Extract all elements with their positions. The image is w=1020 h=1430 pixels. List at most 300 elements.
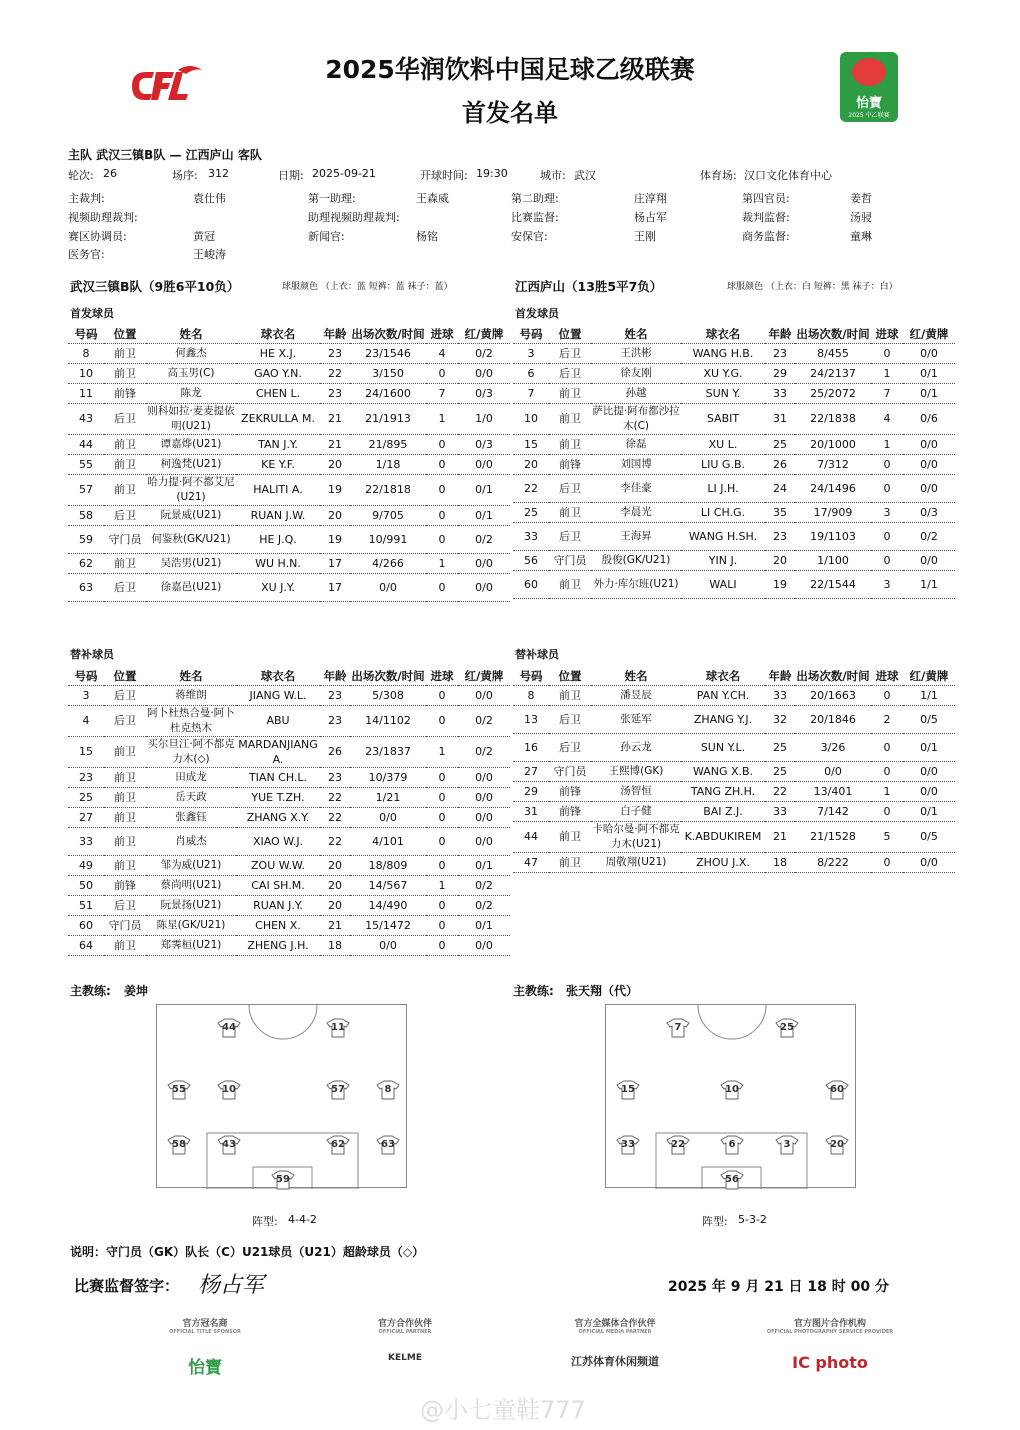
player-age: 33	[765, 685, 795, 705]
pitch-player-number: 7	[674, 1022, 682, 1033]
column-header: 球衣名	[681, 325, 765, 343]
official-name: 杨铭	[416, 230, 438, 243]
pitch-player-shirt	[217, 1080, 241, 1100]
goals: 0	[426, 363, 458, 383]
goals: 4	[871, 403, 903, 434]
shirt-name: RUAN J.Y.	[236, 895, 320, 915]
player-row	[513, 801, 955, 821]
player-position: 前卫	[104, 855, 146, 875]
player-position: 后卫	[549, 705, 591, 733]
cards: 0/0	[458, 553, 510, 573]
goals: 7	[426, 383, 458, 403]
goals: 0	[426, 505, 458, 525]
goals: 1	[426, 736, 458, 767]
official-name: 杨占军	[634, 211, 667, 224]
player-name: 吴浩男(U21)	[146, 553, 236, 573]
player-number: 23	[68, 767, 104, 787]
player-name: 郑霁桓(U21)	[146, 935, 236, 955]
player-name: 买尔旦江·阿不都克力木(◇)	[146, 736, 236, 767]
player-row	[68, 895, 510, 915]
pitch-player-number: 33	[621, 1139, 635, 1150]
player-name: 殷俊(GK/U21)	[591, 550, 681, 570]
player-row	[513, 733, 955, 761]
player-row	[513, 454, 955, 474]
sponsor-sublabel: OFFICIAL MEDIA PARTNER	[578, 1329, 652, 1335]
player-row	[513, 685, 955, 705]
official-role: 主裁判:	[68, 192, 105, 205]
cards: 0/1	[458, 855, 510, 875]
goals: 0	[871, 801, 903, 821]
sponsor-sublabel: OFFICIAL PARTNER	[378, 1329, 432, 1335]
player-name: 王海昇	[591, 522, 681, 550]
away-subs-label: 替补球员	[515, 648, 559, 661]
cards: 0/0	[903, 761, 955, 781]
cards: 0/0	[903, 852, 955, 872]
home-starters-label: 首发球员	[70, 307, 114, 320]
column-header: 红/黄牌	[903, 325, 955, 343]
home-kit-colors: 球服颜色 （上衣：蓝 短裤：蓝 袜子：蓝）	[282, 282, 453, 292]
player-row	[513, 502, 955, 522]
away-coach: 张天翔（代）	[566, 984, 639, 998]
official-role: 助理视频助理裁判:	[308, 211, 400, 224]
home-coach: 姜坤	[124, 984, 149, 998]
appearances: 22/1818	[350, 474, 426, 505]
cards: 0/0	[458, 454, 510, 474]
cards: 0/0	[458, 767, 510, 787]
pitch-player-number: 43	[222, 1139, 236, 1150]
appearances: 7/312	[795, 454, 871, 474]
player-row	[513, 705, 955, 733]
goals: 5	[871, 821, 903, 852]
player-name: 哈力提·阿不都艾尼(U21)	[146, 474, 236, 505]
official-name: 姜哲	[850, 192, 872, 205]
official-name: 庄淳翔	[634, 192, 667, 205]
pitch-player-shirt	[720, 1135, 744, 1155]
shirt-name: WANG H.B.	[681, 343, 765, 363]
player-position: 前卫	[104, 787, 146, 807]
pitch-player-shirt	[825, 1135, 849, 1155]
player-number: 10	[513, 403, 549, 434]
player-number: 31	[513, 801, 549, 821]
cards: 0/1	[903, 801, 955, 821]
sponsor-logo-mark: IC photo	[792, 1353, 868, 1372]
pitch-player-number: 57	[331, 1084, 345, 1095]
player-row	[513, 403, 955, 434]
column-header: 姓名	[591, 667, 681, 685]
pitch-player-shirt	[720, 1170, 744, 1190]
appearances: 20/1000	[795, 434, 871, 454]
appearances: 14/567	[350, 875, 426, 895]
appearances: 0/0	[350, 573, 426, 601]
away-starters-label: 首发球员	[515, 307, 559, 320]
shirt-name: HALITI A.	[236, 474, 320, 505]
player-position: 后卫	[549, 363, 591, 383]
shirt-name: CAI SH.M.	[236, 875, 320, 895]
appearances: 21/1913	[350, 403, 426, 434]
player-age: 33	[765, 801, 795, 821]
cards: 0/2	[458, 705, 510, 736]
player-number: 59	[68, 525, 104, 553]
away-formation: 5-3-2	[738, 1213, 767, 1226]
column-header: 年龄	[765, 325, 795, 343]
cards: 0/0	[903, 550, 955, 570]
goals: 0	[871, 343, 903, 363]
player-age: 25	[765, 733, 795, 761]
goals: 0	[871, 852, 903, 872]
player-number: 50	[68, 875, 104, 895]
cards: 0/5	[903, 821, 955, 852]
player-number: 44	[513, 821, 549, 852]
player-age: 23	[320, 383, 350, 403]
player-age: 35	[765, 502, 795, 522]
player-position: 后卫	[104, 573, 146, 601]
appearances: 4/266	[350, 553, 426, 573]
player-number: 64	[68, 935, 104, 955]
pitch-player-number: 22	[671, 1139, 685, 1150]
goals: 0	[426, 767, 458, 787]
sponsor-label: 官方冠名商	[182, 1319, 228, 1329]
player-position: 前卫	[104, 343, 146, 363]
appearances: 21/1528	[795, 821, 871, 852]
player-number: 15	[68, 736, 104, 767]
goals: 1	[871, 781, 903, 801]
player-row	[513, 761, 955, 781]
player-row	[513, 781, 955, 801]
cards: 0/0	[903, 781, 955, 801]
cards: 0/3	[458, 434, 510, 454]
player-row	[68, 403, 510, 434]
cards: 0/6	[903, 403, 955, 434]
player-name: 阮景扬(U21)	[146, 895, 236, 915]
column-header: 号码	[513, 667, 549, 685]
cards: 0/1	[458, 474, 510, 505]
shirt-name: RUAN J.W.	[236, 505, 320, 525]
player-age: 18	[765, 852, 795, 872]
player-position: 后卫	[104, 505, 146, 525]
appearances: 24/2137	[795, 363, 871, 383]
pitch-player-number: 15	[621, 1084, 635, 1095]
official-name: 童琳	[850, 230, 872, 243]
sponsor-logo-mark: 怡寶	[188, 1358, 222, 1378]
player-row	[513, 570, 955, 598]
shirt-name: SUN Y.	[681, 383, 765, 403]
supervisor-signature: 杨占军	[198, 1273, 265, 1298]
player-row	[513, 343, 955, 363]
player-position: 前卫	[549, 502, 591, 522]
player-position: 前卫	[104, 474, 146, 505]
player-number: 58	[68, 505, 104, 525]
player-position: 前卫	[549, 852, 591, 872]
player-number: 22	[513, 474, 549, 502]
cards: 0/2	[458, 343, 510, 363]
shirt-name: PAN Y.CH.	[681, 685, 765, 705]
pitch-player-number: 8	[384, 1084, 392, 1095]
cards: 0/0	[458, 685, 510, 705]
shirt-name: TANG ZH.H.	[681, 781, 765, 801]
pitch-player-shirt	[720, 1080, 744, 1100]
appearances: 1/100	[795, 550, 871, 570]
player-age: 18	[320, 935, 350, 955]
official-role: 医务官:	[68, 248, 105, 261]
pitch-player-shirt	[217, 1018, 241, 1038]
away-pitch	[605, 1004, 856, 1188]
appearances: 0/0	[350, 935, 426, 955]
column-header: 号码	[68, 667, 104, 685]
player-age: 20	[320, 454, 350, 474]
stadium-label: 体育场:	[700, 169, 737, 182]
player-age: 22	[320, 787, 350, 807]
stadium-value: 汉口文化体育中心	[744, 169, 832, 182]
player-position: 前卫	[549, 570, 591, 598]
player-position: 前卫	[549, 383, 591, 403]
shirt-name: MARDANJIANG A.	[236, 736, 320, 767]
column-header: 进球	[871, 667, 903, 685]
column-header: 年龄	[320, 667, 350, 685]
centre-circle-arc	[249, 1005, 317, 1039]
cards: 0/0	[458, 935, 510, 955]
shirt-name: WALI	[681, 570, 765, 598]
official-name: 王森威	[416, 192, 449, 205]
player-number: 63	[68, 573, 104, 601]
legend-note: 说明：守门员（GK）队长（C）U21球员（U21）超龄球员（◇）	[70, 1245, 425, 1259]
goals: 1	[426, 553, 458, 573]
cards: 0/0	[458, 363, 510, 383]
player-number: 33	[513, 522, 549, 550]
player-age: 19	[320, 474, 350, 505]
shirt-name: TIAN CH.L.	[236, 767, 320, 787]
goals: 0	[871, 733, 903, 761]
player-age: 21	[765, 821, 795, 852]
goals: 0	[426, 787, 458, 807]
player-row	[68, 525, 510, 553]
player-name: 陈龙	[146, 383, 236, 403]
player-age: 21	[320, 403, 350, 434]
player-age: 25	[765, 761, 795, 781]
player-age: 23	[320, 343, 350, 363]
player-row	[68, 474, 510, 505]
player-row	[68, 705, 510, 736]
player-name: 谭嘉烨(U21)	[146, 434, 236, 454]
column-header: 球衣名	[236, 667, 320, 685]
player-name: 张鑫钰	[146, 807, 236, 827]
shirt-name: LI CH.G.	[681, 502, 765, 522]
goals: 1	[871, 363, 903, 383]
sponsor-block	[325, 1316, 485, 1363]
official-name: 汤骎	[850, 211, 872, 224]
player-row	[513, 363, 955, 383]
player-position: 后卫	[549, 474, 591, 502]
goals: 3	[871, 570, 903, 598]
player-number: 60	[513, 570, 549, 598]
pitch-player-number: 10	[222, 1084, 236, 1095]
player-age: 29	[765, 363, 795, 383]
player-number: 44	[68, 434, 104, 454]
goals: 0	[426, 827, 458, 855]
player-name: 李晨光	[591, 502, 681, 522]
column-header: 进球	[426, 667, 458, 685]
player-row	[68, 454, 510, 474]
shirt-name: CHEN L.	[236, 383, 320, 403]
player-row	[513, 383, 955, 403]
cards: 0/2	[458, 736, 510, 767]
pitch-player-number: 44	[222, 1022, 236, 1033]
goals: 2	[871, 705, 903, 733]
city-label: 城市:	[540, 169, 566, 182]
player-position: 前锋	[104, 875, 146, 895]
appearances: 8/455	[795, 343, 871, 363]
shirt-name: ZHANG Y.J.	[681, 705, 765, 733]
official-name: 王刚	[634, 230, 656, 243]
player-row	[68, 767, 510, 787]
goals: 0	[426, 474, 458, 505]
appearances: 21/895	[350, 434, 426, 454]
player-age: 33	[765, 383, 795, 403]
sponsor-label: 官方图片合作机构	[793, 1319, 866, 1329]
player-position: 前卫	[104, 454, 146, 474]
player-row	[68, 573, 510, 601]
shirt-name: TAN J.Y.	[236, 434, 320, 454]
kickoff-label: 开球时间:	[420, 169, 468, 182]
cards: 0/1	[903, 383, 955, 403]
player-name: 蒋维朗	[146, 685, 236, 705]
pitch-player-number: 10	[725, 1084, 739, 1095]
player-row	[513, 550, 955, 570]
home-starters-table	[68, 325, 510, 602]
player-position: 前锋	[104, 383, 146, 403]
player-position: 前卫	[549, 403, 591, 434]
shirt-name: XU Y.G.	[681, 363, 765, 383]
player-number: 29	[513, 781, 549, 801]
cards: 0/2	[458, 895, 510, 915]
column-header: 出场次数/时间	[795, 667, 871, 685]
appearances: 7/142	[795, 801, 871, 821]
cards: 0/1	[903, 363, 955, 383]
player-name: 何鑫杰	[146, 343, 236, 363]
player-age: 21	[320, 434, 350, 454]
goals: 0	[871, 522, 903, 550]
player-name: 徐友刚	[591, 363, 681, 383]
appearances: 18/809	[350, 855, 426, 875]
player-position: 后卫	[549, 733, 591, 761]
player-row	[68, 363, 510, 383]
cards: 0/0	[458, 573, 510, 601]
shirt-name: XIAO W.J.	[236, 827, 320, 855]
player-position: 前卫	[104, 434, 146, 454]
column-header: 红/黄牌	[458, 325, 510, 343]
player-position: 前卫	[104, 827, 146, 855]
shirt-name: ZHENG J.H.	[236, 935, 320, 955]
player-name: 则科如拉·麦麦提依明(U21)	[146, 403, 236, 434]
sign-datetime: 2025 年 9 月 21 日 18 时 00 分	[668, 1279, 890, 1295]
player-name: 周敬翔(U21)	[591, 852, 681, 872]
goals: 0	[871, 474, 903, 502]
column-header: 号码	[513, 325, 549, 343]
appearances: 20/1846	[795, 705, 871, 733]
pitch-player-shirt	[326, 1080, 350, 1100]
player-number: 6	[513, 363, 549, 383]
shirt-name: YIN J.	[681, 550, 765, 570]
page-subtitle: 首发名单	[462, 99, 558, 127]
appearances: 10/991	[350, 525, 426, 553]
player-number: 25	[68, 787, 104, 807]
player-age: 23	[765, 343, 795, 363]
player-age: 24	[765, 474, 795, 502]
player-row	[68, 807, 510, 827]
shirt-name: ABU	[236, 705, 320, 736]
date-label: 日期:	[278, 169, 304, 182]
cards: 0/5	[903, 705, 955, 733]
player-number: 60	[68, 915, 104, 935]
official-role: 比赛监督:	[511, 211, 559, 224]
player-age: 22	[320, 827, 350, 855]
pitch-player-number: 56	[725, 1174, 739, 1185]
player-number: 7	[513, 383, 549, 403]
player-name: 邹为威(U21)	[146, 855, 236, 875]
player-position: 前卫	[104, 767, 146, 787]
player-age: 26	[320, 736, 350, 767]
shirt-name: YUE T.ZH.	[236, 787, 320, 807]
away-formation-label: 阵型:	[702, 1215, 728, 1228]
player-row	[513, 522, 955, 550]
player-position: 守门员	[104, 915, 146, 935]
pitch-player-shirt	[616, 1135, 640, 1155]
away-subs-table	[513, 667, 955, 873]
player-row	[68, 434, 510, 454]
player-age: 26	[765, 454, 795, 474]
home-formation: 4-4-2	[288, 1213, 317, 1226]
goals: 0	[426, 685, 458, 705]
appearances: 3/26	[795, 733, 871, 761]
player-row	[68, 343, 510, 363]
shirt-name: WANG H.SH.	[681, 522, 765, 550]
player-row	[513, 434, 955, 454]
pitch-player-shirt	[775, 1135, 799, 1155]
signature-label: 比赛监督签字：	[74, 1277, 180, 1295]
column-header: 位置	[104, 325, 146, 343]
pitch-player-shirt	[825, 1080, 849, 1100]
player-position: 后卫	[549, 343, 591, 363]
sponsor-logo-mark: 江苏体育休闲频道	[571, 1355, 659, 1368]
appearances: 14/1102	[350, 705, 426, 736]
player-age: 20	[320, 875, 350, 895]
player-number: 13	[513, 705, 549, 733]
cards: 0/0	[458, 827, 510, 855]
official-role: 赛区协调员:	[68, 230, 127, 243]
player-row	[68, 935, 510, 955]
column-header: 位置	[104, 667, 146, 685]
player-row	[68, 553, 510, 573]
player-number: 11	[68, 383, 104, 403]
official-name: 王峻涛	[193, 248, 226, 261]
official-role: 第二助理:	[511, 192, 559, 205]
player-name: 蔡尚明(U21)	[146, 875, 236, 895]
cards: 0/1	[903, 733, 955, 761]
appearances: 22/1838	[795, 403, 871, 434]
appearances: 20/1663	[795, 685, 871, 705]
player-number: 10	[68, 363, 104, 383]
player-number: 47	[513, 852, 549, 872]
player-number: 57	[68, 474, 104, 505]
official-role: 第一助理:	[308, 192, 356, 205]
player-row	[513, 474, 955, 502]
cards: 0/1	[458, 915, 510, 935]
official-role: 第四官员:	[742, 192, 790, 205]
player-row	[68, 827, 510, 855]
pitch-player-number: 63	[381, 1139, 395, 1150]
player-row	[68, 875, 510, 895]
pitch-lines	[157, 1005, 408, 1189]
player-name: 张延军	[591, 705, 681, 733]
